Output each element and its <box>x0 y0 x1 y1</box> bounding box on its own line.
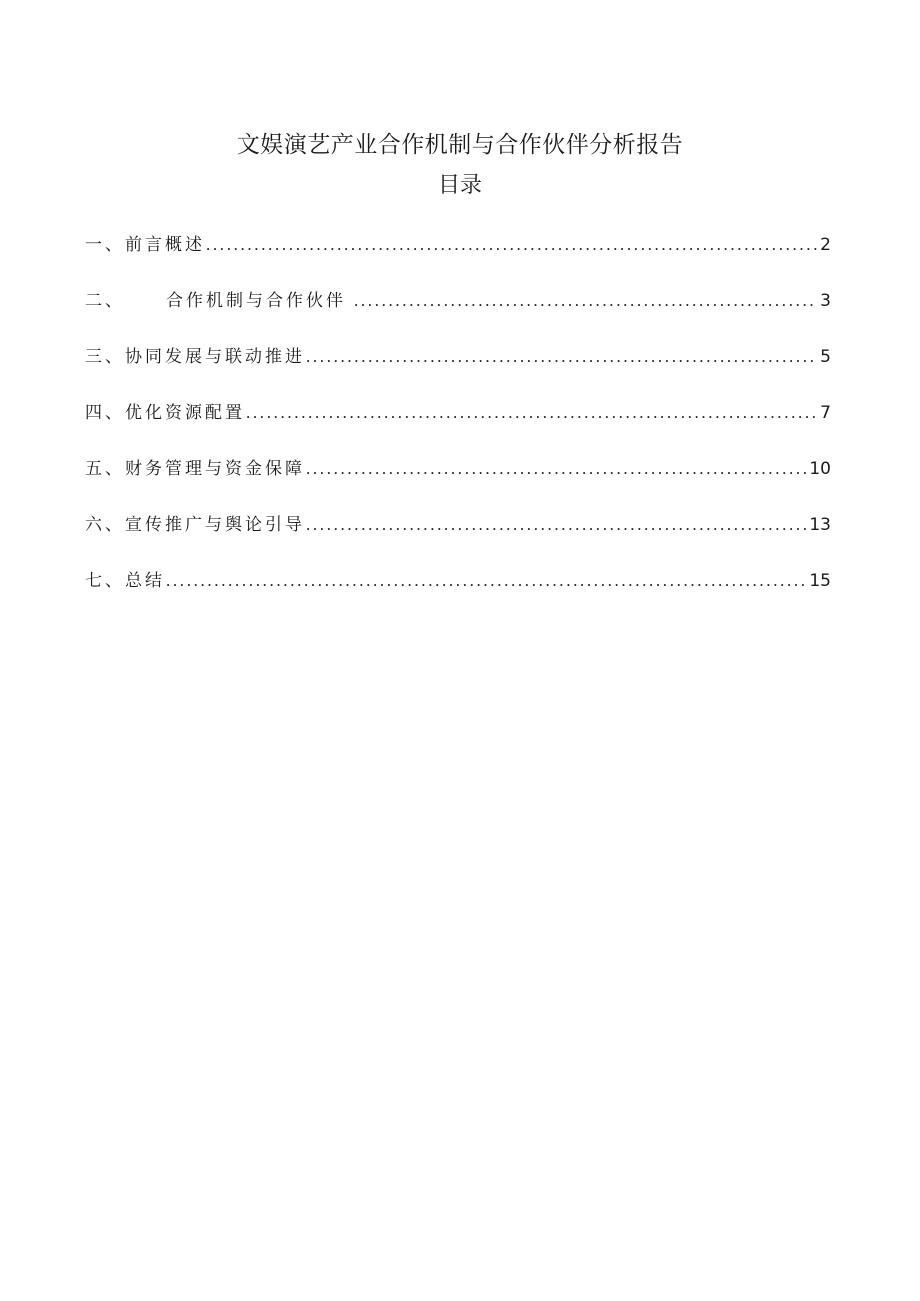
toc-entry-1[interactable] <box>85 230 831 286</box>
toc-entry-label: 宣传推广与舆论引导 <box>125 515 305 535</box>
toc-dot-leader <box>306 454 806 484</box>
toc-entry-page: 5 <box>820 347 831 367</box>
toc-dot-leader <box>306 342 817 372</box>
toc-entry-page: 7 <box>820 403 831 423</box>
toc-entry-number: 六、 <box>85 515 125 535</box>
toc-entry-page: 13 <box>809 515 831 535</box>
toc-dot-leader <box>306 510 806 540</box>
toc-entry-7[interactable] <box>85 566 831 622</box>
toc-dot-leader <box>166 566 806 596</box>
toc-entry-number: 二、 <box>85 291 125 311</box>
toc-entry-number: 四、 <box>85 403 125 423</box>
toc-entry-number: 三、 <box>85 347 125 367</box>
document-title: 文娱演艺产业合作机制与合作伙伴分析报告 <box>236 132 684 158</box>
toc-entry-number: 一、 <box>85 235 125 255</box>
toc-entry-label: 协同发展与联动推进 <box>125 347 305 367</box>
toc-entry-page: 3 <box>820 291 831 311</box>
toc-entry-label: 财务管理与资金保障 <box>125 459 305 479</box>
toc-dot-leader <box>246 398 817 428</box>
toc-entry-6[interactable] <box>85 510 831 566</box>
toc-entry-label: 优化资源配置 <box>125 403 245 423</box>
toc-entry-page: 10 <box>809 459 831 479</box>
toc-entry-3[interactable] <box>85 342 831 398</box>
toc-entry-number: 七、 <box>85 571 125 591</box>
toc-dot-leader <box>354 286 817 316</box>
toc-heading: 目录 <box>437 173 482 198</box>
toc-entry-label: 总结 <box>125 571 165 591</box>
toc-entry-page: 15 <box>809 571 831 591</box>
toc-entry-label: 合作机制与合作伙伴 <box>166 291 346 311</box>
toc-entry-5[interactable] <box>85 454 831 510</box>
toc-entry-number: 五、 <box>85 459 125 479</box>
toc-entry-page: 2 <box>820 235 831 255</box>
toc-entry-2[interactable] <box>85 286 831 342</box>
toc-entry-4[interactable] <box>85 398 831 454</box>
table-of-contents <box>85 230 831 622</box>
toc-dot-leader <box>206 230 817 260</box>
toc-entry-label: 前言概述 <box>125 235 205 255</box>
